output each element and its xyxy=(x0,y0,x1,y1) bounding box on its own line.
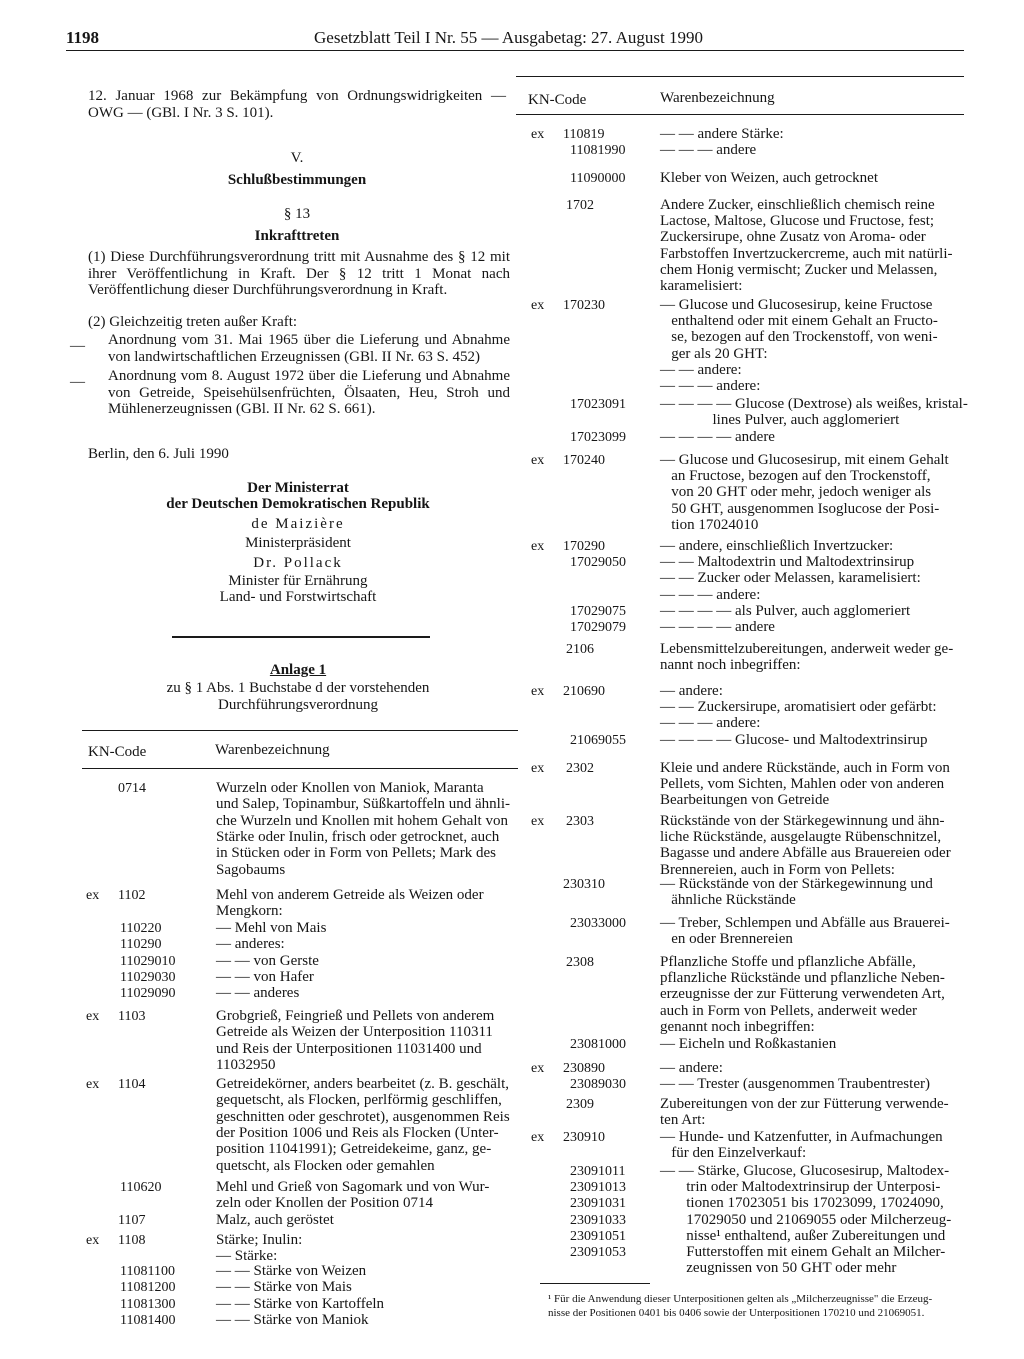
goods-description-line: der Position 1006 und Reis als Flocken (Unter- xyxy=(216,1124,499,1141)
goods-description-line: position 11041991); Getreidekeime, ganz, ge- xyxy=(216,1141,492,1158)
goods-description-line: — — andere: xyxy=(660,361,742,378)
header-rule xyxy=(66,50,964,51)
goods-description-line: enthaltend oder mit einem Gehalt an Fructo- xyxy=(660,313,938,330)
ex-marker: ex xyxy=(531,814,545,829)
kn-code: 23081000 xyxy=(570,1037,626,1052)
kn-code: 170230 xyxy=(563,298,605,313)
kn-code: 11090000 xyxy=(570,171,626,186)
paragraph-2-intro: (2) Gleichzeitig treten außer Kraft: xyxy=(88,314,298,330)
right-table-rule-top xyxy=(516,76,964,77)
goods-description-line: Getreidekörner, anders bearbeitet (z. B. geschält, xyxy=(216,1076,510,1092)
kn-code: 2309 xyxy=(566,1097,594,1112)
goods-description-line: se, bezogen auf den Trockenstoff, von weni- xyxy=(660,329,938,346)
goods-description-line: — — andere Stärke: xyxy=(660,126,784,142)
right-table-head-code: KN-Code xyxy=(528,92,587,108)
kn-code: 17029079 xyxy=(570,620,626,636)
kn-code: 11029010 xyxy=(120,953,176,969)
goods-description-line: — — Zuckersirupe, aromatisiert oder gefärbt: xyxy=(660,699,937,716)
paragraph-1: (1) Diese Durchführungsverordnung tritt mit Ausnahme des § 12 mit ihrer Veröffentlichung in Kraft. Der § 12 tritt 1 Monat nach Veröffentlichung dieser Durchführungsverordnung in Kraft. xyxy=(88,249,510,298)
goods-description-line: — — — — andere xyxy=(660,619,775,636)
right-table-rule-bottom xyxy=(516,114,964,115)
section-number: V. xyxy=(290,150,304,166)
annex-subtitle-1: zu § 1 Abs. 1 Buchstabe d der vorstehenden xyxy=(166,680,430,696)
signatory-name-1: de Maizière xyxy=(251,516,345,532)
left-table-head-desc: Warenbezeichnung xyxy=(215,742,330,758)
kn-code: 23091053 xyxy=(570,1245,626,1260)
goods-description-line: Brennereien, auch in Form von Pellets: xyxy=(660,861,895,878)
ex-marker: ex xyxy=(86,1009,100,1024)
kn-code: 230910 xyxy=(563,1130,605,1145)
goods-description-line: Sagobaums xyxy=(216,861,286,878)
goods-description-line: — andere: xyxy=(660,683,723,699)
signatory-role-1: Ministerpräsident xyxy=(245,535,351,551)
goods-description-line: ger als 20 GHT: xyxy=(660,345,768,362)
kn-code: 2308 xyxy=(566,955,594,970)
kn-code: 1702 xyxy=(566,198,594,213)
goods-description-line: Stärke; Inulin: xyxy=(216,1232,303,1248)
goods-description-line: Lactose, Maltose, Glucose und Fructose, fest; xyxy=(660,213,935,230)
goods-description-line: in Stücken oder in Form von Pellets; Mark des xyxy=(216,845,496,862)
goods-description-line: quetscht, als Flocken oder gemahlen xyxy=(216,1157,435,1174)
kn-code: 1104 xyxy=(118,1077,146,1092)
goods-description-line: Mehl und Grieß von Sagomark und von Wur- xyxy=(216,1179,490,1195)
kn-code: 23089030 xyxy=(570,1077,626,1093)
ex-marker: ex xyxy=(531,127,545,142)
ex-marker: ex xyxy=(531,1130,545,1145)
goods-description-line: Mehl von anderem Getreide als Weizen oder xyxy=(216,887,484,903)
ex-marker: ex xyxy=(86,1233,100,1248)
goods-description-line: en oder Brennereien xyxy=(660,931,793,948)
goods-description-line: Grobgrieß, Feingrieß und Pellets von anderem xyxy=(216,1008,495,1024)
kn-code: 17029075 xyxy=(570,604,626,619)
place-date: Berlin, den 6. Juli 1990 xyxy=(88,446,229,462)
goods-description-line: ähnliche Rückstände xyxy=(660,892,796,909)
goods-description-line: — andere, einschließlich Invertzucker: xyxy=(660,538,894,554)
kn-code: 17023091 xyxy=(570,397,626,412)
goods-description-line: liche Rückstände, ausgelaugte Rübenschnitzel, xyxy=(660,829,942,846)
goods-description-line: — — anderes xyxy=(216,985,300,1002)
goods-description-line: auch in Form von Pellets, anderweit weder xyxy=(660,1002,918,1019)
goods-description-line: — — von Hafer xyxy=(216,968,314,985)
goods-description-line: nisse¹ enthaltend, außer Zubereitungen und xyxy=(660,1227,946,1244)
goods-description-line: zeugnissen von 50 GHT oder mehr xyxy=(660,1260,897,1277)
goods-description-line: — Glucose und Glucosesirup, keine Fructose xyxy=(660,297,933,313)
goods-description-line: — Mehl von Mais xyxy=(216,920,327,936)
goods-description-line: — andere: xyxy=(660,1060,723,1076)
goods-description-line: Pellets, vom Sichten, Mahlen oder von anderen xyxy=(660,776,945,793)
page-header xyxy=(66,28,966,50)
goods-description-line: Malz, auch geröstet xyxy=(216,1212,334,1228)
kn-code: 2106 xyxy=(566,642,594,657)
goods-description-line: Pflanzliche Stoffe und pflanzliche Abfälle, xyxy=(660,954,916,970)
kn-code: 23091013 xyxy=(570,1180,626,1196)
goods-description-line: von 20 GHT oder mehr, jedoch weniger als xyxy=(660,484,932,501)
goods-description-line: — — von Gerste xyxy=(216,952,319,969)
goods-description-line: 17029050 und 21069055 oder Milcherzeug- xyxy=(660,1211,952,1228)
kn-code: 11081400 xyxy=(120,1312,176,1328)
goods-description-line: — — Stärke, Glucose, Glucosesirup, Maltodex- xyxy=(660,1163,950,1179)
goods-description-line: lines Pulver, auch agglomeriert xyxy=(660,412,900,429)
goods-description-line: Mengkorn: xyxy=(216,903,283,920)
ex-marker: ex xyxy=(86,888,100,903)
goods-description-line: Stärke oder Inulin, frisch oder getrocknet, auch xyxy=(216,828,500,845)
goods-description-line: Kleber von Weizen, auch getrocknet xyxy=(660,170,879,186)
kn-code: 23033000 xyxy=(570,916,626,931)
kn-code: 11081100 xyxy=(120,1264,175,1279)
footnote-line-1: ¹ Für die Anwendung dieser Unterpositionen gelten als „Milcherzeugnisse" die Erzeug- xyxy=(548,1293,933,1305)
goods-description-line: für den Einzelverkauf: xyxy=(660,1145,807,1162)
right-table-head-desc: Warenbezeichnung xyxy=(660,90,775,106)
signatory-name-2: Dr. Pollack xyxy=(253,555,343,571)
left-table-rule-top xyxy=(82,730,518,731)
goods-description-line: Futterstoffen mit einem Gehalt an Milcher- xyxy=(660,1244,946,1260)
goods-description-line: — — Trester (ausgenommen Traubentrester) xyxy=(660,1076,930,1093)
kn-code: 170290 xyxy=(563,539,605,554)
goods-description-line: Getreide als Weizen der Unterposition 110311 xyxy=(216,1024,493,1041)
goods-description-line: — — — andere: xyxy=(660,715,761,732)
goods-description-line: trin oder Maltodextrinsirup der Unterposi- xyxy=(660,1179,941,1196)
kn-code: 23091011 xyxy=(570,1164,626,1179)
kn-code: 110620 xyxy=(120,1180,162,1195)
goods-description-line: geschnitten oder geschrotet), ausgenommen Reis xyxy=(216,1108,510,1125)
goods-description-line: — — Zucker oder Melassen, karamelisiert: xyxy=(660,570,921,587)
signature-org-1: Der Ministerrat xyxy=(247,480,349,496)
goods-description-line: zeln oder Knollen der Position 0714 xyxy=(216,1195,434,1212)
goods-description-line: und Salep, Topinambur, Süßkartoffeln und ähnli- xyxy=(216,796,511,813)
footnote-rule xyxy=(540,1283,650,1284)
kn-code: 17029050 xyxy=(570,555,626,571)
paragraph-number: § 13 xyxy=(283,206,311,222)
goods-description-line: Andere Zucker, einschließlich chemisch reine xyxy=(660,197,935,213)
goods-description-line: Rückstände von der Stärkegewinnung und ähn- xyxy=(660,813,945,829)
kn-code: 11081300 xyxy=(120,1296,176,1312)
kn-code: 110290 xyxy=(120,937,162,953)
gazette-title: Gesetzblatt Teil I Nr. 55 — Ausgabetag: 27. August 1990 xyxy=(314,28,703,47)
goods-description-line: — anderes: xyxy=(216,936,285,953)
kn-code: 11081990 xyxy=(570,143,626,159)
section-title: Schlußbestimmungen xyxy=(227,172,367,188)
kn-code: 11029030 xyxy=(120,969,176,985)
signatory-role-2b: Land- und Forstwirtschaft xyxy=(219,589,377,605)
kn-code: 1102 xyxy=(118,888,146,903)
ex-marker: ex xyxy=(531,761,545,776)
kn-code: 110819 xyxy=(563,127,605,142)
paragraph-title: Inkrafttreten xyxy=(254,228,340,244)
goods-description-line: — — Maltodextrin und Maltodextrinsirup xyxy=(660,554,915,571)
goods-description-line: — Glucose und Glucosesirup, mit einem Gehalt xyxy=(660,452,949,468)
goods-description-line: — — — — Glucose- und Maltodextrinsirup xyxy=(660,732,928,748)
goods-description-line: gequetscht, als Flocken, perlförmig geschliffen, xyxy=(216,1092,502,1109)
goods-description-line: — — Stärke von Weizen xyxy=(216,1263,367,1279)
kn-code: 11081200 xyxy=(120,1280,176,1296)
goods-description-line: Zubereitungen von der zur Fütterung verwende- xyxy=(660,1096,949,1112)
kn-code: 170240 xyxy=(563,453,605,468)
kn-code: 17023099 xyxy=(570,430,626,445)
annex-title: Anlage 1 xyxy=(269,662,327,678)
kn-code: 2302 xyxy=(566,761,594,776)
goods-description-line: Wurzeln oder Knollen von Maniok, Maranta xyxy=(216,780,484,796)
ex-marker: ex xyxy=(86,1077,100,1092)
item-1-dash: — xyxy=(70,338,85,354)
kn-code: 0714 xyxy=(118,781,146,796)
goods-description-line: und Reis der Unterpositionen 11031400 und xyxy=(216,1040,482,1057)
goods-description-line: — Treber, Schlempen und Abfälle aus Brauerei- xyxy=(660,915,950,931)
goods-description-line: — — Stärke von Mais xyxy=(216,1279,352,1296)
item-2-dash: — xyxy=(70,374,85,390)
page-number: 1198 xyxy=(66,28,100,47)
goods-description-line: — — — andere xyxy=(660,142,757,159)
goods-description-line: — Hunde- und Katzenfutter, in Aufmachungen xyxy=(660,1129,943,1145)
goods-description-line: 11032950 xyxy=(216,1056,276,1073)
goods-description-line: tion 17024010 xyxy=(660,516,759,533)
intro-text: 12. Januar 1968 zur Bekämpfung von Ordnungswidrigkeiten — OWG — (GBl. I Nr. 3 S. 101). xyxy=(88,88,506,121)
goods-description-line: — Stärke: xyxy=(216,1248,278,1265)
item-2-text: Anordnung vom 8. August 1972 über die Lieferung und Abnahme von Getreide, Speisehülsenfrüchten, Ölsaaten, Heu, Stroh und Mühlenerzeugnissen (GBl. II Nr. 62 S. 661). xyxy=(108,368,510,417)
kn-code: 230310 xyxy=(563,877,605,892)
ex-marker: ex xyxy=(531,684,545,699)
kn-code: 2303 xyxy=(566,814,594,829)
kn-code: 230890 xyxy=(563,1061,605,1076)
goods-description-line: nannt noch inbegriffen: xyxy=(660,657,801,674)
kn-code: 1103 xyxy=(118,1009,146,1024)
goods-description-line: karamelisiert: xyxy=(660,278,743,294)
kn-code: 11029090 xyxy=(120,986,176,1002)
footnote-line-2: nisse der Positionen 0401 bis 0406 sowie der Unterpositionen 170210 und 21069051. xyxy=(548,1307,925,1319)
ex-marker: ex xyxy=(531,453,545,468)
ex-marker: ex xyxy=(531,539,545,554)
goods-description-line: che Wurzeln und Knollen mit hohem Gehalt von xyxy=(216,812,508,829)
kn-code: 21069055 xyxy=(570,733,626,748)
kn-code: 210690 xyxy=(563,684,605,699)
goods-description-line: — — Stärke von Kartoffeln xyxy=(216,1295,385,1312)
goods-description-line: 50 GHT, ausgenommen Isoglucose der Posi- xyxy=(660,500,940,517)
kn-code: 23091033 xyxy=(570,1212,626,1228)
goods-description-line: pflanzliche Rückstände und pflanzliche Neben- xyxy=(660,970,945,987)
goods-description-line: — — — — andere xyxy=(660,429,775,445)
goods-description-line: erzeugnisse der zur Fütterung verwendeten Art, xyxy=(660,986,945,1003)
signature-org-2: der Deutschen Demokratischen Republik xyxy=(166,496,430,512)
goods-description-line: — — — andere: xyxy=(660,378,761,394)
goods-description-line: — — — — Glucose (Dextrose) als weißes, kristal- xyxy=(660,396,968,412)
kn-code: 1107 xyxy=(118,1213,146,1228)
goods-description-line: Bagasse und andere Abfälle aus Brauereien oder xyxy=(660,845,951,862)
signature-rule xyxy=(172,636,430,638)
goods-description-line: Bearbeitungen von Getreide xyxy=(660,792,830,809)
ex-marker: ex xyxy=(531,298,545,313)
left-table-rule-bottom xyxy=(82,768,518,769)
kn-code: 1108 xyxy=(118,1233,146,1248)
goods-description-line: — Rückstände von der Stärkegewinnung und xyxy=(660,876,933,892)
goods-description-line: — Eicheln und Roßkastanien xyxy=(660,1036,837,1052)
item-1-text: Anordnung vom 31. Mai 1965 über die Lieferung und Abnahme von landwirtschaftlichen Erzeugnissen (GBl. II Nr. 63 S. 452) xyxy=(108,332,510,365)
signatory-role-2a: Minister für Ernährung xyxy=(228,573,368,589)
goods-description-line: ten Art: xyxy=(660,1112,706,1129)
goods-description-line: — — Stärke von Maniok xyxy=(216,1311,369,1328)
goods-description-line: — — — andere: xyxy=(660,586,761,603)
goods-description-line: an Fructose, bezogen auf den Trockenstoff, xyxy=(660,468,931,485)
goods-description-line: genannt noch inbegriffen: xyxy=(660,1018,815,1035)
goods-description-line: Farbstoffen Invertzuckercreme, auch mit natürli- xyxy=(660,245,953,262)
goods-description-line: Lebensmittelzubereitungen, anderweit weder ge- xyxy=(660,641,954,657)
goods-description-line: Zuckersirupe, ohne Zusatz von Aroma- oder xyxy=(660,229,926,246)
goods-description-line: — — — — als Pulver, auch agglomeriert xyxy=(660,603,911,619)
ex-marker: ex xyxy=(531,1061,545,1076)
goods-description-line: chem Honig vermischt; Zucker und Melassen, xyxy=(660,261,938,278)
annex-subtitle-2: Durchführungsverordnung xyxy=(218,697,378,713)
kn-code: 23091051 xyxy=(570,1228,626,1244)
kn-code: 110220 xyxy=(120,921,162,936)
goods-description-line: Kleie und andere Rückstände, auch in Form von xyxy=(660,760,950,776)
goods-description-line: tionen 17023051 bis 17023099, 17024090, xyxy=(660,1195,944,1212)
left-table-head-code: KN-Code xyxy=(88,744,147,760)
kn-code: 23091031 xyxy=(570,1196,626,1212)
